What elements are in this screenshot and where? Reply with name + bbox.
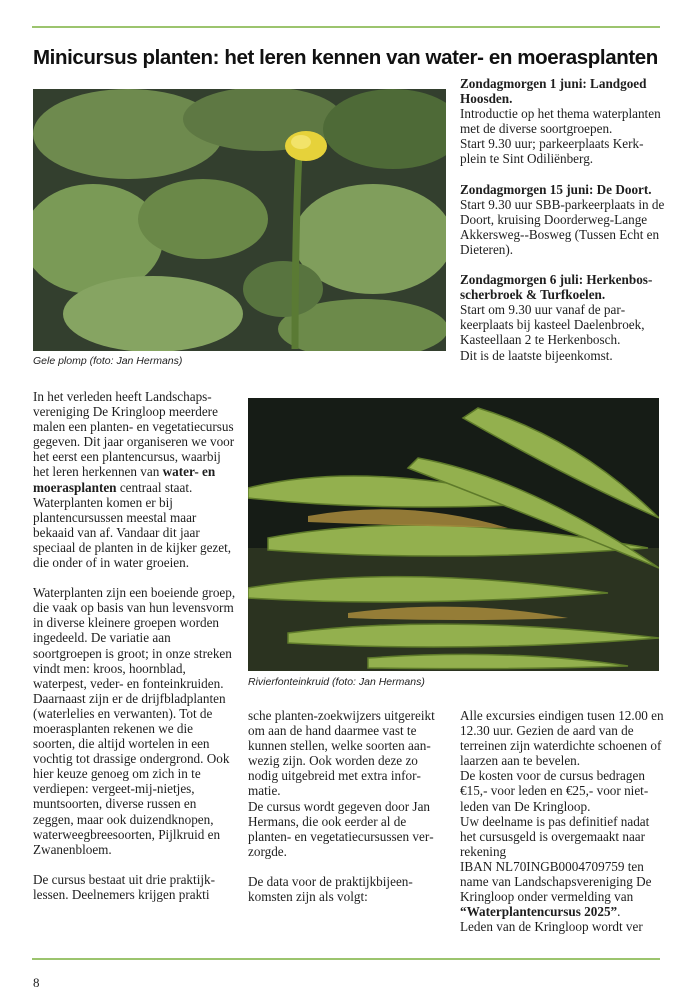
dates-intro: De data voor de praktijkbijeenkomsten zijn als volgt:	[248, 873, 413, 905]
right-text-column	[460, 708, 665, 934]
excursion-note: Dit is de laatste bijeenkomst.	[460, 347, 613, 363]
excursion-heading: Zondagmorgen 6 juli: Herkenbosscherbroek & Turfkoelen.	[460, 272, 653, 303]
course-paragraph: De cursus bestaat uit drie praktijklessen. Deelnemers krijgen prakti	[33, 871, 216, 902]
excursion-item	[460, 272, 665, 363]
iban-text: IBAN NL70INGB0004709759 ten name van Landschapsvereniging De Kringloop onder vermelding van	[460, 858, 652, 905]
intro-text: In het verleden heeft Landschapsvereniging De Kringloop meerdere malen een planten- en vegetatiecursus gegeven. Dit jaar organiseren we voor het eerst een plantencursus, waarbij het leren herkennen van	[33, 389, 235, 480]
excursion-text: Introductie op het thema waterplanten met de diverse soortgroepen.	[460, 106, 661, 137]
pondweed-caption: Rivierfonteinkruid (foto: Jan Hermans)	[248, 676, 425, 688]
left-text-column	[33, 389, 236, 902]
page-title: Minicursus planten: het leren kennen van water- en moerasplanten	[33, 46, 658, 69]
yellow-water-lily-photo	[33, 89, 446, 351]
pondweed-photo	[248, 398, 659, 671]
iban-text-end: .	[617, 904, 621, 920]
reference-bold: “Waterplantencursus 2025”	[460, 904, 618, 920]
page-number: 8	[33, 975, 40, 990]
top-rule	[32, 26, 660, 28]
excursion-item	[460, 182, 665, 257]
bottom-rule	[32, 958, 660, 960]
teacher-text: De cursus wordt gegeven door Jan Hermans, die ook eerder al de planten- en vegetatiecursussen verzorgde.	[248, 798, 434, 859]
middle-text-column	[248, 708, 448, 904]
excursion-heading: Zondagmorgen 1 juni: Landgoed Hoosden.	[460, 76, 647, 107]
cost-paragraph: De kosten voor de cursus bedragen €15,- voor leden en €25,- voor nietleden van De Kringloop.	[460, 768, 649, 814]
excursion-details: Start om 9.30 uur vanaf de parkeerplaats bij kasteel Daelenbroek, Kasteellaan 2 te Herkenbosch.	[460, 302, 645, 348]
iban-paragraph	[460, 859, 665, 919]
pondweed-illustration	[248, 398, 659, 671]
excursion-details: Start 9.30 uur SBB-parkeerplaats in de Doort, kruising Doorderweg-Lange Akkersweg--Bosweg (Tussen Echt en Dieteren).	[460, 196, 665, 257]
intro-paragraph	[33, 389, 236, 570]
members-paragraph: Leden van de Kringloop wordt ver	[460, 919, 643, 935]
waterplants-paragraph: Waterplanten zijn een boeiende groep, die vaak op basis van hun levensvorm in diverse kleinere groepen worden ingedeeld. De variatie aan soortgroepen is groot; in onze streken vindt men: kroos, hoornblad, waterpest, veder- en fonteinkruiden. Daarnaast zijn er de drijfbladplanten (waterlelies en verwanten). Tot de moerasplanten rekenen we die soorten, die altijd wortelen in een vochtig tot drassige ondergrond. Ook hier keuze genoeg om zich in te verdiepen: vergeet-mij-nietjes, muntsoorten, diverse russen en zeggen, maar ook duizendknopen, waterweegbreesoorten, Pijlkruid en Zwanenbloem.	[33, 585, 236, 857]
payment-paragraph: Uw deelname is pas definitief nadat het cursusgeld is overgemaakt naar rekening	[460, 813, 650, 859]
excursion-heading: Zondagmorgen 15 juni: De Doort.	[460, 181, 652, 197]
yellow-water-lily-caption: Gele plomp (foto: Jan Hermans)	[33, 355, 183, 367]
guides-text: sche planten-zoekwijzers uitgereikt om aan de hand daarmee vast te kunnen stellen, welke soorten aanwezig zijn. Ook worden deze zo nodig uitgebreid met extra informatie.	[248, 708, 435, 799]
intro-text-end: centraal staat. Waterplanten komen er bij plantencursussen meestal maar bekaaid van af. Vandaar dit jaar speciaal de planten in de kijker gezet, die onder of in water groeien.	[33, 479, 232, 571]
excursion-list	[460, 76, 665, 363]
excursion-item	[460, 76, 665, 167]
guides-paragraph	[248, 708, 448, 859]
excursion-times: Alle excursies eindigen tusen 12.00 en 12.30 uur. Gezien de aard van de terreinen zijn waterdichte schoenen of laarzen aan te bevelen.	[460, 708, 664, 769]
intro-bold: water- en moerasplanten	[33, 464, 216, 495]
yellow-water-lily-illustration	[33, 89, 446, 351]
excursion-details: Start 9.30 uur; parkeerplaats Kerkplein te Sint Odiliënberg.	[460, 136, 644, 167]
